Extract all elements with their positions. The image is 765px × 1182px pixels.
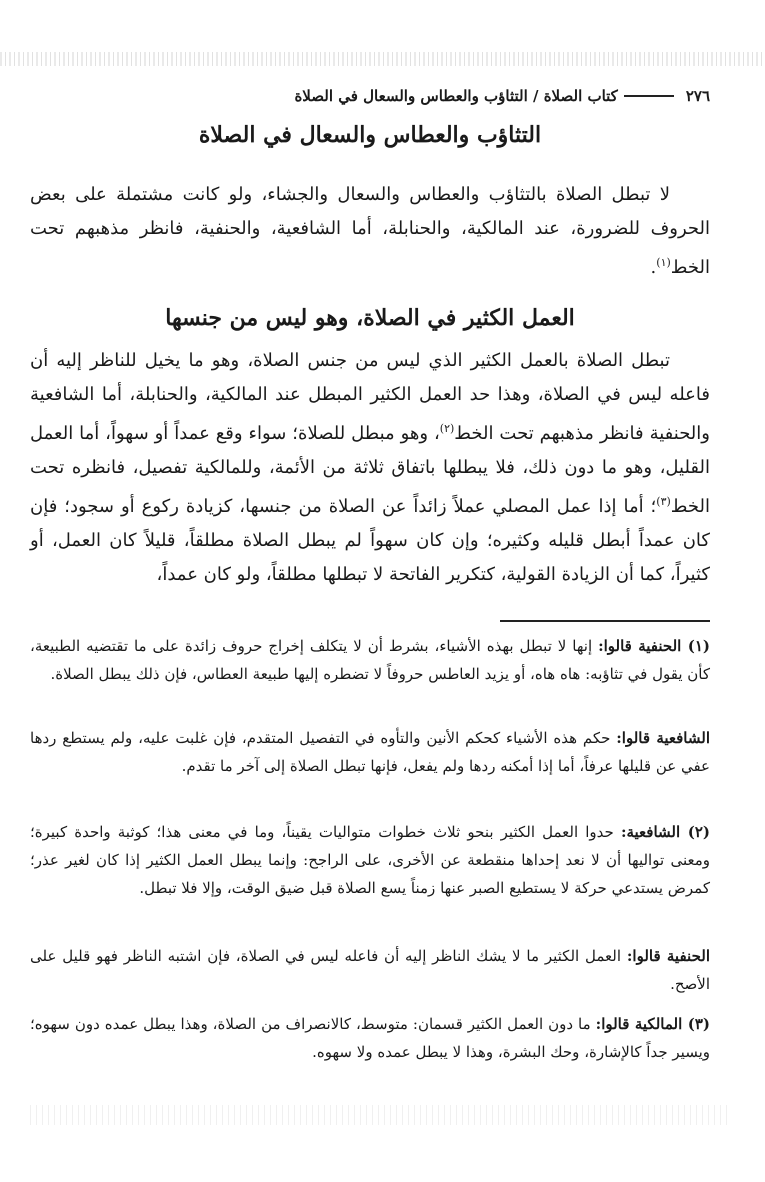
header-rule	[624, 95, 674, 97]
scan-noise-bottom	[30, 1105, 730, 1125]
footnote-2b-text: العمل الكثير ما لا يشك الناظر إليه أن فاعله ليس في الصلاة، فإن اشتبه الناظر فهو قليل على الأصح.	[30, 947, 710, 993]
paragraph-1-end: .	[650, 257, 657, 278]
footnote-1-label: (١) الحنفية قالوا:	[598, 637, 710, 655]
footnote-1b-label: الشافعية قالوا:	[616, 729, 710, 747]
footnote-1-text: إنها لا تبطل بهذه الأشياء، بشرط أن لا يتكلف إخراج حروف زائدة على ما تقتضيه الطبيعة، كأن يقول في تثاؤبه: هاه هاه، أو يزيد العاطس حروفاً لا تضطره إليها طبيعة العطاس، فإن ذلك يبطل الصلاة.	[30, 637, 710, 683]
footnote-3	[30, 1010, 710, 1066]
footnote-2b	[30, 942, 710, 998]
footnote-1b-text: حكم هذه الأشياء كحكم الأنين والتأوه في التفصيل المتقدم، فإن غلبت عليه، ولم يستطع ردها عفي عن قليلها عرفاً، أما إذا أمكنه ردها ولم يفعل، فإنها تبطل الصلاة إلى آخر ما تقدم.	[30, 729, 710, 775]
paragraph-2-part3: ؛ أما إذا عمل المصلي عملاً زائداً عن الصلاة من جنسها، كزيادة ركوع أو سجود؛ فإن كان عمداً أبطل قليله وكثيره؛ وإن كان سهواً لم يبطل الصلاة مطلقاً، قليلاً كان العمل، أو كثيراً، كما أن الزيادة القولية، كتكرير الفاتحة لا تبطلها مطلقاً، ولو كان عمداً،	[30, 496, 710, 585]
footnote-2-text: حدوا العمل الكثير بنحو ثلاث خطوات متواليات يقيناً، وما في معنى هذا؛ كوثبة واحدة كبيرة؛ ومعنى تواليها أن لا نعد إحداها منقطعة عن الأخرى، على الراجح: وإنما يبطل العمل الكثير إذا كان لغير عذر؛ كمرض يستدعي حركة لا يستطيع الصبر عنها زمناً يسع الصلاة قبل ضيق الوقت، وإلا فلا تبطل.	[30, 823, 710, 897]
footnote-3-label: (٣) المالكية قالوا:	[595, 1015, 710, 1033]
footnote-3-text: ما دون العمل الكثير قسمان: متوسط، كالانصراف من الصلاة، وهذا يبطل عمده دون سهوه؛ ويسير جداً كالإشارة، وحك البشرة، وهذا لا يبطل عمده ولا سهوه.	[30, 1015, 710, 1061]
footnote-1	[30, 632, 710, 688]
running-header	[30, 82, 710, 110]
footnote-ref-2: (٢)	[439, 422, 455, 435]
footnote-ref-3: (٣)	[656, 495, 671, 508]
footnote-ref-1: (١)	[656, 256, 671, 269]
footnote-1b	[30, 724, 710, 780]
section-title: التثاؤب والعطاس والسعال في الصلاة	[198, 122, 542, 148]
paragraph-1	[30, 178, 710, 285]
paragraph-2-part2: ، وهو مبطل للصلاة؛ سواء وقع عمداً أو سهواً، أما العمل القليل، وهو ما دون ذلك، فلا يبطلها باتفاق ثلاثة من الأئمة، وللمالكية تفصيل، فانظره تحت الخط	[30, 423, 710, 517]
paragraph-2	[30, 344, 710, 592]
section-heading-2: العمل الكثير في الصلاة، وهو ليس من جنسها	[165, 305, 575, 331]
paragraph-1-text: لا تبطل الصلاة بالتثاؤب والعطاس والسعال والجشاء، ولو كانت مشتملة على بعض الحروف للضرورة، عند المالكية، والحنابلة، أما الشافعية، والحنفية، فانظر مذهبهم تحت الخط	[30, 184, 710, 278]
footnote-2	[30, 818, 710, 902]
paragraph-2-part1: تبطل الصلاة بالعمل الكثير الذي ليس من جنس الصلاة، وهو ما يخيل للناظر إليه أن فاعله ليس في الصلاة، وهذا حد العمل الكثير المبطل عند المالكية، والحنابلة، أما الشافعية والحنفية فانظر مذهبهم تحت الخط	[30, 350, 711, 444]
scan-noise-top	[0, 52, 765, 66]
page-number: ٢٧٦	[685, 87, 710, 105]
running-title: كتاب الصلاة / التثاؤب والعطاس والسعال في الصلاة	[294, 87, 618, 105]
footnote-2b-label: الحنفية قالوا:	[626, 947, 710, 965]
footnote-2-label: (٢) الشافعية:	[620, 823, 710, 841]
footnote-divider	[30, 620, 710, 621]
